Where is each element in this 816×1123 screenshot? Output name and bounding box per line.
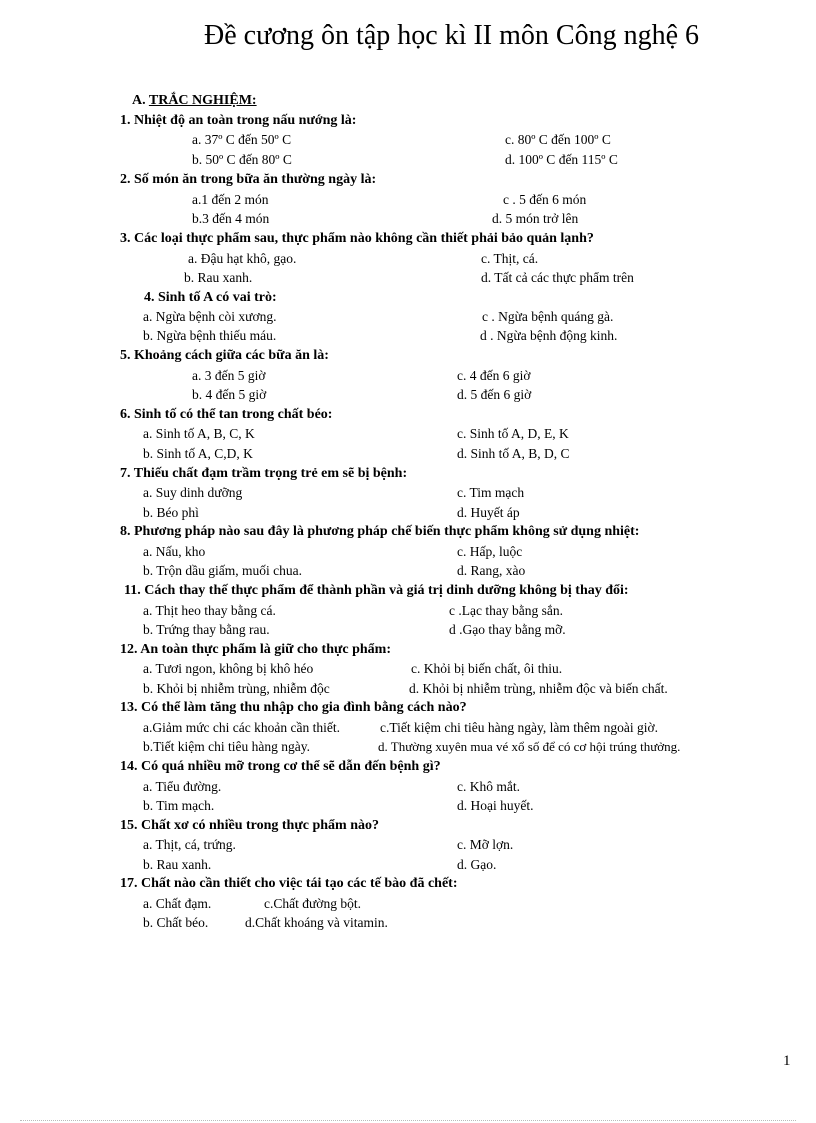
answer-1a: a. 37º C đến 50º C	[192, 132, 292, 147]
answer-11c: c .Lạc thay bằng sắn.	[449, 603, 563, 618]
page-number: 1	[783, 1053, 791, 1069]
question-3: 3. Các loại thực phẩm sau, thực phẩm nào không cần thiết phải bảo quản lạnh?	[120, 231, 594, 246]
answer-2d: d. 5 món trở lên	[492, 211, 579, 226]
answer-14c: c. Khô mắt.	[457, 779, 520, 794]
page-divider	[20, 1120, 796, 1121]
answer-17c: c.Chất đường bột.	[264, 896, 361, 911]
answer-3a: a. Đậu hạt khô, gạo.	[188, 251, 297, 266]
answer-3d: d. Tất cả các thực phẩm trên	[481, 270, 634, 285]
question-6: 6. Sinh tố có thể tan trong chất béo:	[120, 407, 333, 422]
answer-5d: d. 5 đến 6 giờ	[457, 387, 532, 402]
section-letter: A.	[132, 93, 146, 108]
page-title: Đề cương ôn tập học kì II môn Công nghệ 6	[204, 20, 700, 51]
answer-17a: a. Chất đạm.	[143, 896, 212, 911]
answer-2a: a.1 đến 2 món	[192, 192, 269, 207]
answer-7a: a. Suy dinh dưỡng	[143, 485, 243, 500]
answer-11d: d .Gạo thay bằng mỡ.	[449, 622, 566, 637]
answer-14b: b. Tim mạch.	[143, 798, 215, 813]
answer-4d: d . Ngừa bệnh động kinh.	[480, 328, 618, 343]
answer-7d: d. Huyết áp	[457, 505, 520, 520]
answer-3c: c. Thịt, cá.	[481, 251, 539, 266]
question-8: 8. Phương pháp nào sau đây là phương pháp chế biến thực phẩm không sử dụng nhiệt:	[120, 524, 640, 539]
question-15: 15. Chất xơ có nhiều trong thực phẩm nào?	[120, 818, 379, 833]
answer-8a: a. Nấu, kho	[143, 544, 206, 559]
answer-15c: c. Mỡ lợn.	[457, 837, 514, 852]
question-17: 17. Chất nào cần thiết cho việc tái tạo các tế bào đã chết:	[120, 876, 458, 891]
question-14: 14. Có quá nhiều mỡ trong cơ thể sẽ dẫn đến bệnh gì?	[120, 759, 441, 774]
answer-13c: c.Tiết kiệm chi tiêu hàng ngày, làm thêm ngoài giờ.	[380, 720, 658, 735]
answer-13b: b.Tiết kiệm chi tiêu hàng ngày.	[143, 739, 310, 754]
question-4: 4. Sinh tố A có vai trò:	[144, 290, 277, 305]
question-11: 11. Cách thay thế thực phẩm để thành phần và giá trị dinh dưỡng không bị thay đổi:	[124, 583, 629, 598]
answer-14d: d. Hoại huyết.	[457, 798, 534, 813]
answer-15a: a. Thịt, cá, trứng.	[143, 837, 236, 852]
section-heading	[132, 93, 257, 109]
answer-4a: a. Ngừa bệnh còi xương.	[143, 309, 277, 324]
answer-3b: b. Rau xanh.	[184, 270, 253, 285]
answer-5a: a. 3 đến 5 giờ	[192, 368, 266, 383]
answer-12a: a. Tươi ngon, không bị khô héo	[143, 661, 314, 676]
answer-4b: b. Ngừa bệnh thiếu máu.	[143, 328, 277, 343]
answer-12d: d. Khỏi bị nhiễm trùng, nhiễm độc và biến chất.	[409, 681, 668, 696]
answer-2c: c . 5 đến 6 món	[503, 192, 587, 207]
answer-8b: b. Trộn dầu giấm, muối chua.	[143, 563, 302, 578]
answer-1d: d. 100º C đến 115º C	[505, 152, 618, 167]
answer-6c: c. Sinh tố A, D, E, K	[457, 426, 569, 441]
answer-6d: d. Sinh tố A, B, D, C	[457, 446, 570, 461]
answer-8d: d. Rang, xào	[457, 563, 526, 578]
answer-2b: b.3 đến 4 món	[192, 211, 270, 226]
answer-1b: b. 50º C đến 80º C	[192, 152, 292, 167]
question-5: 5. Khoảng cách giữa các bữa ăn là:	[120, 348, 329, 363]
answer-12b: b. Khỏi bị nhiễm trùng, nhiễm độc	[143, 681, 330, 696]
answer-17b: b. Chất béo.	[143, 915, 209, 930]
answer-7c: c. Tim mạch	[457, 485, 525, 500]
answer-15d: d. Gạo.	[457, 857, 497, 872]
answer-15b: b. Rau xanh.	[143, 857, 212, 872]
question-13: 13. Có thể làm tăng thu nhập cho gia đình bằng cách nào?	[120, 700, 467, 715]
answer-11a: a. Thịt heo thay bằng cá.	[143, 603, 276, 618]
answer-14a: a. Tiểu đường.	[143, 779, 222, 794]
answer-13a: a.Giảm mức chi các khoản cần thiết.	[143, 720, 340, 735]
answer-17d: d.Chất khoáng và vitamin.	[245, 915, 388, 930]
answer-11b: b. Trứng thay bằng rau.	[143, 622, 270, 637]
section-label: TRẮC NGHIỆM:	[148, 93, 257, 108]
answer-7b: b. Béo phì	[143, 505, 199, 520]
answer-8c: c. Hấp, luộc	[457, 544, 523, 559]
answer-6b: b. Sinh tố A, C,D, K	[143, 446, 253, 461]
answer-13d: d. Thường xuyên mua vé xổ số để có cơ hội trúng thưởng.	[378, 739, 681, 754]
answer-4c: c . Ngừa bệnh quáng gà.	[482, 309, 614, 324]
answer-6a: a. Sinh tố A, B, C, K	[143, 426, 255, 441]
answer-1c: c. 80º C đến 100º C	[505, 132, 611, 147]
answer-5c: c. 4 đến 6 giờ	[457, 368, 531, 383]
question-12: 12. An toàn thực phẩm là giữ cho thực phẩm:	[120, 642, 392, 657]
question-1: 1. Nhiệt độ an toàn trong nấu nướng là:	[120, 113, 357, 128]
question-7: 7. Thiếu chất đạm trầm trọng trẻ em sẽ bị bệnh:	[120, 466, 408, 481]
answer-12c: c. Khỏi bị biến chất, ôi thiu.	[411, 661, 563, 676]
answer-5b: b. 4 đến 5 giờ	[192, 387, 267, 402]
question-2: 2. Số món ăn trong bữa ăn thường ngày là:	[120, 172, 377, 187]
